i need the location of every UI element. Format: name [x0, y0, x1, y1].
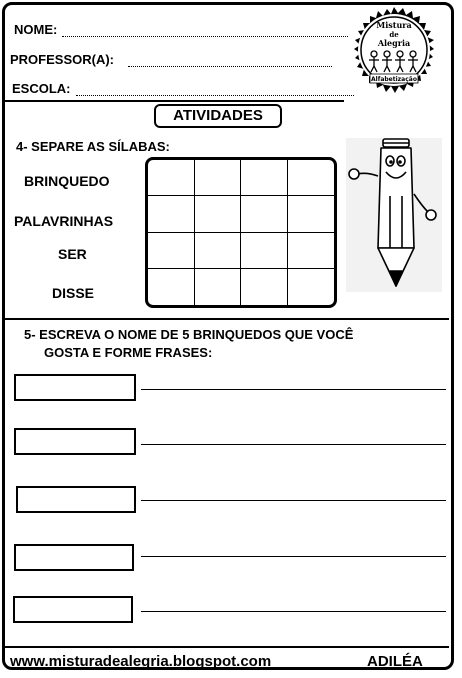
seal-text-line1: Mistura	[376, 20, 412, 30]
mistura-de-alegria-seal	[346, 6, 442, 102]
name-field[interactable]	[62, 36, 348, 37]
grid-cell[interactable]	[195, 196, 242, 232]
grid-cell[interactable]	[195, 233, 242, 269]
teacher-field[interactable]	[128, 66, 332, 67]
footer-separator	[3, 646, 449, 648]
sentence-line[interactable]	[141, 500, 446, 501]
seal-text-line2: de	[389, 30, 399, 39]
sentence-line[interactable]	[141, 389, 446, 390]
section-separator	[3, 318, 449, 320]
grid-cell[interactable]	[195, 269, 242, 305]
name-label: NOME:	[14, 22, 58, 37]
grid-cell[interactable]	[241, 233, 288, 269]
teacher-label: PROFESSOR(A):	[10, 52, 114, 67]
question-5-text-line2: GOSTA E FORME FRASES:	[44, 345, 213, 360]
grid-cell[interactable]	[148, 269, 195, 305]
grid-cell[interactable]	[241, 196, 288, 232]
toy-name-box[interactable]	[14, 544, 134, 571]
grid-cell[interactable]	[288, 269, 335, 305]
author-name: ADILÉA	[367, 653, 423, 670]
blog-url: www.misturadealegria.blogspot.com	[10, 653, 272, 670]
school-label: ESCOLA:	[12, 81, 71, 96]
syllable-grid	[145, 157, 337, 308]
grid-cell[interactable]	[148, 233, 195, 269]
pencil-mascot-icon	[344, 136, 444, 294]
toy-name-box[interactable]	[14, 428, 136, 455]
sentence-line[interactable]	[141, 444, 446, 445]
grid-cell[interactable]	[148, 160, 195, 196]
sentence-line[interactable]	[141, 611, 446, 612]
grid-cell[interactable]	[195, 160, 242, 196]
toy-name-box[interactable]	[13, 596, 133, 623]
seal-text-line3: Alegria	[377, 38, 411, 48]
toy-name-box[interactable]	[16, 486, 136, 513]
seal-text-line4: Alfabetização	[371, 76, 417, 83]
grid-cell[interactable]	[241, 269, 288, 305]
grid-cell[interactable]	[288, 233, 335, 269]
question-5-text-line1: 5- ESCREVA O NOME DE 5 BRINQUEDOS QUE VOCÊ	[24, 327, 354, 342]
word-brinquedo: BRINQUEDO	[24, 173, 110, 189]
word-ser: SER	[58, 246, 87, 262]
toy-name-box[interactable]	[14, 374, 136, 401]
activities-title: ATIVIDADES	[154, 104, 282, 128]
question-4-text: 4- SEPARE AS SÍLABAS:	[16, 139, 170, 154]
grid-cell[interactable]	[148, 196, 195, 232]
sentence-line[interactable]	[141, 556, 446, 557]
header-separator	[3, 100, 344, 102]
grid-cell[interactable]	[241, 160, 288, 196]
grid-cell[interactable]	[288, 196, 335, 232]
word-disse: DISSE	[52, 285, 95, 301]
word-palavrinhas: PALAVRINHAS	[14, 213, 114, 229]
grid-cell[interactable]	[288, 160, 335, 196]
school-field[interactable]	[76, 95, 354, 96]
